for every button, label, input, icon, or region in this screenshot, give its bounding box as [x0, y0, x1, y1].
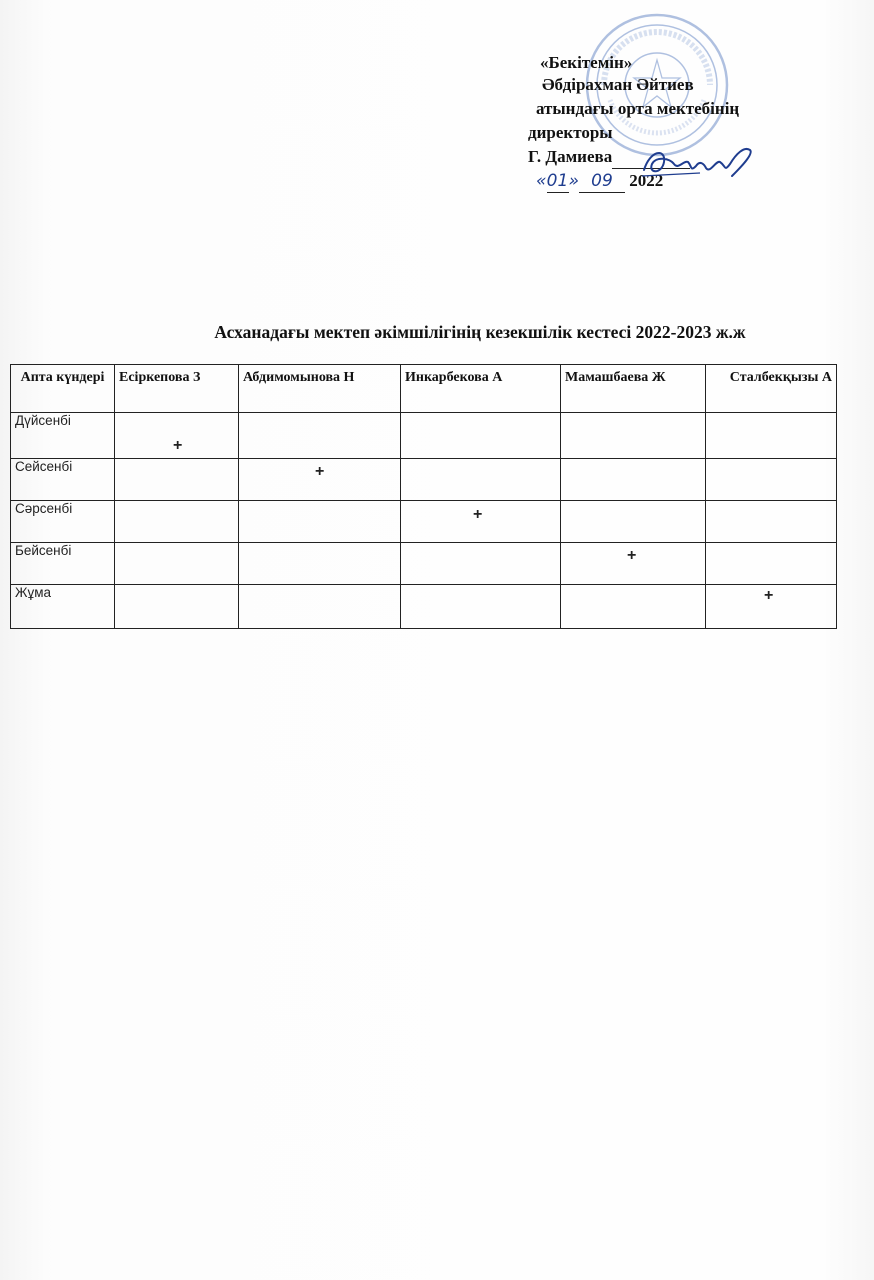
- duty-cell: [706, 543, 837, 585]
- header-teacher-2: Абдимомынова Н: [239, 365, 401, 413]
- day-cell: Дүйсенбі: [11, 413, 115, 459]
- duty-cell: [706, 501, 837, 543]
- header-teacher-4: Мамашбаева Ж: [561, 365, 706, 413]
- duty-cell: [706, 459, 837, 501]
- duty-cell: [706, 413, 837, 459]
- director-name: Г. Дамиева: [528, 147, 613, 166]
- duty-cell: [115, 459, 239, 501]
- duty-cell: [239, 543, 401, 585]
- duty-cell: [115, 585, 239, 629]
- approval-date: «01» 09 2022: [536, 171, 664, 191]
- day-cell: Жұма: [11, 585, 115, 629]
- date-year: 2022: [629, 171, 664, 190]
- day-cell: Бейсенбі: [11, 543, 115, 585]
- approval-school-type: атындағы орта мектебінің: [536, 99, 740, 118]
- day-cell: Сәрсенбі: [11, 501, 115, 543]
- duty-cell: [239, 413, 401, 459]
- table-row: [11, 413, 837, 459]
- table-row: [11, 585, 837, 629]
- duty-cell: [115, 501, 239, 543]
- header-teacher-3: Инкарбекова А: [401, 365, 561, 413]
- duty-cell: [561, 543, 706, 585]
- duty-cell: [401, 543, 561, 585]
- duty-cell: [239, 459, 401, 501]
- signature-icon: [640, 140, 755, 185]
- duty-cell: [561, 501, 706, 543]
- duty-mark: +: [473, 506, 483, 523]
- date-month: 09: [579, 170, 625, 193]
- duty-mark: +: [764, 587, 774, 604]
- approval-school-name: Әбдірахман Әйтиев: [542, 75, 694, 94]
- header-teacher-1: Есіркепова З: [115, 365, 239, 413]
- table-row: [11, 459, 837, 501]
- approval-position: директоры: [528, 123, 613, 142]
- table-header-row: [11, 365, 837, 413]
- document-title: Асханадағы мектеп әкімшілігінің кезекшілік кестесі 2022-2023 ж.ж: [214, 322, 746, 342]
- date-day: 01: [546, 171, 569, 191]
- duty-schedule-table: [10, 364, 837, 629]
- duty-cell: [401, 459, 561, 501]
- duty-cell: [239, 585, 401, 629]
- table-row: [11, 501, 837, 543]
- duty-mark: +: [173, 437, 183, 454]
- day-cell: Сейсенбі: [11, 459, 115, 501]
- duty-cell: [401, 413, 561, 459]
- duty-cell: [115, 413, 239, 459]
- duty-cell: [239, 501, 401, 543]
- duty-cell: [561, 413, 706, 459]
- duty-cell: [706, 585, 837, 629]
- duty-mark: +: [315, 463, 325, 480]
- duty-mark: +: [627, 547, 637, 564]
- duty-cell: [401, 501, 561, 543]
- duty-cell: [115, 543, 239, 585]
- table-row: [11, 543, 837, 585]
- duty-cell: [561, 585, 706, 629]
- header-teacher-5: Сталбекқызы А: [706, 365, 837, 413]
- duty-cell: [561, 459, 706, 501]
- header-week-days: Апта күндері: [11, 365, 115, 413]
- duty-cell: [401, 585, 561, 629]
- approval-heading: «Бекітемін»: [540, 53, 633, 72]
